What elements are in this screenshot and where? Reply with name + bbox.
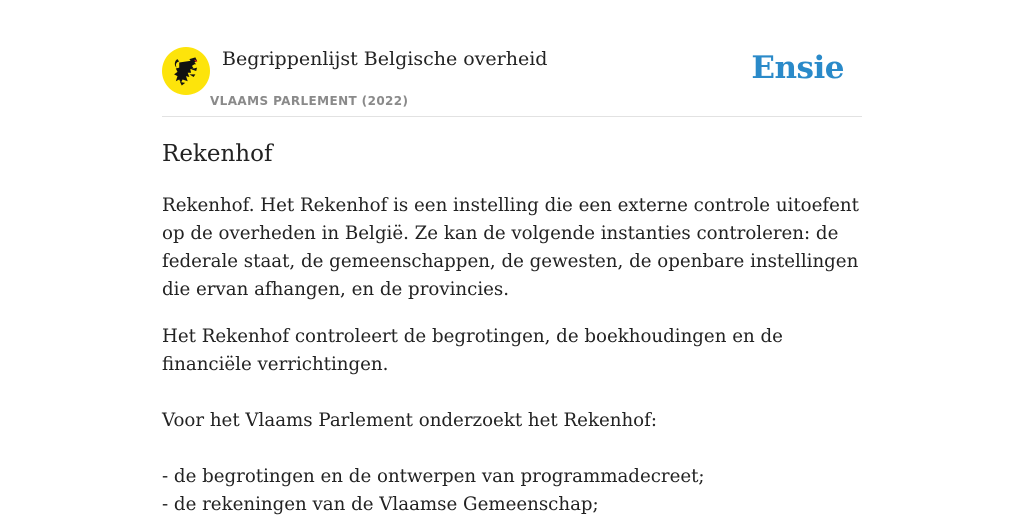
source-header xyxy=(162,44,862,117)
paragraph-text: Het Rekenhof controleert de begrotingen, de boekhoudingen en de financiële verrichtingen. xyxy=(162,326,783,375)
article-paragraph: Rekenhof. Het Rekenhof is een instelling die een externe controle uitoefent op de overheden in België. Ze kan de volgende instanties controleren: de federale staat, de gemeenschappen, de gewesten, de openbare instellingen die ervan afhangen, en de provincies. xyxy=(162,195,859,300)
source-title[interactable]: Begrippenlijst Belgische overheid xyxy=(222,48,548,70)
source-subtitle: VLAAMS PARLEMENT (2022) xyxy=(210,94,409,108)
line-break xyxy=(162,435,862,463)
article-body xyxy=(162,192,862,519)
list-item: - de rekeningen van de Vlaamse Gemeenschap; xyxy=(162,494,599,515)
flemish-lion-icon xyxy=(169,54,203,88)
brand-logo-link[interactable]: Ensie xyxy=(751,50,844,86)
line-break xyxy=(162,379,862,407)
paragraph-text: Voor het Vlaams Parlement onderzoekt het Rekenhof: xyxy=(162,410,657,431)
list-item: - de begrotingen en de ontwerpen van programmadecreet; xyxy=(162,466,705,487)
article-paragraph xyxy=(162,323,862,379)
term-title: Rekenhof xyxy=(162,141,273,167)
source-logo xyxy=(162,47,210,95)
